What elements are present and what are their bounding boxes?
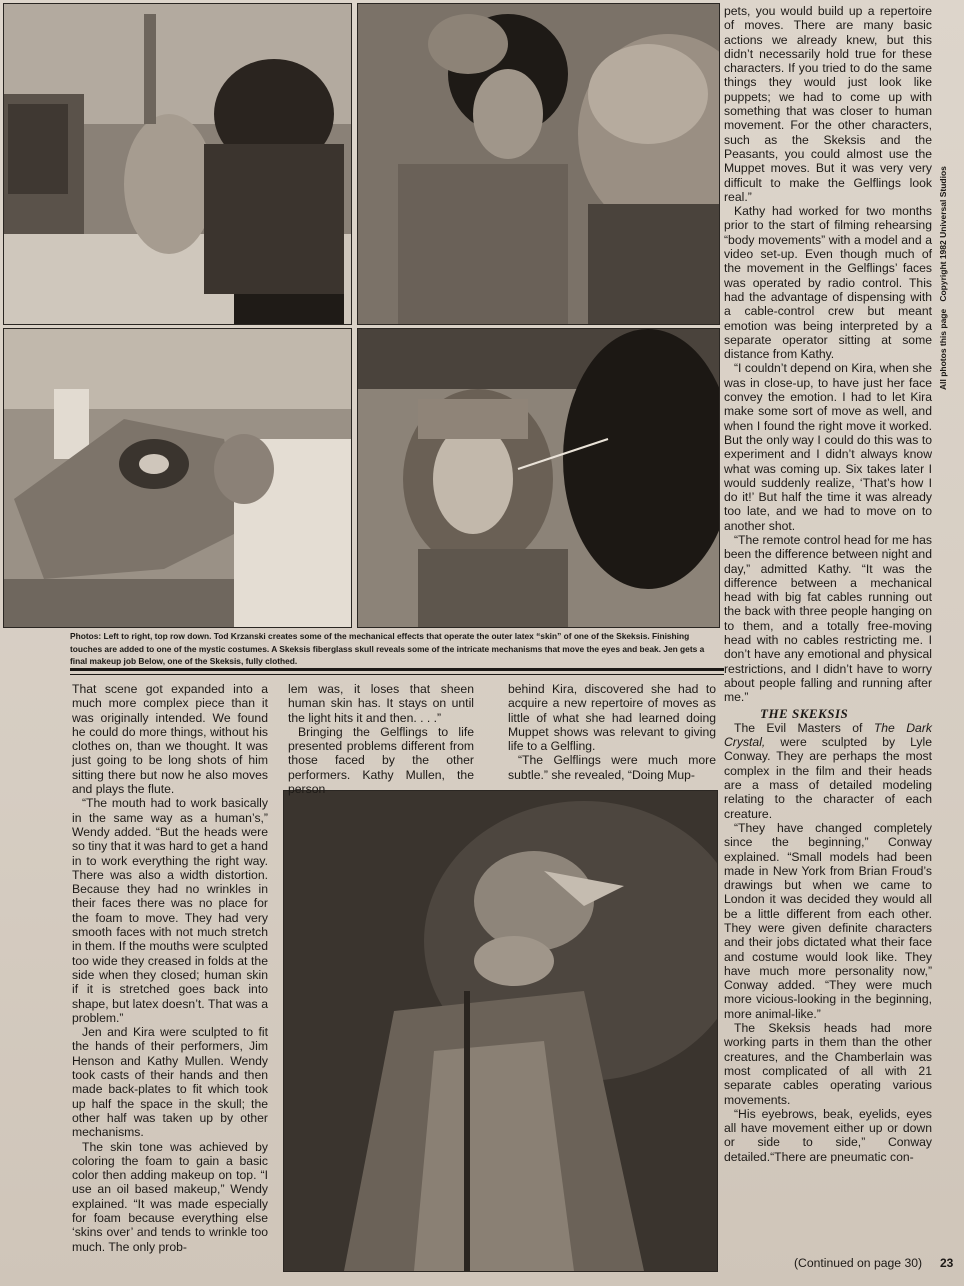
caption-rule-thin [70, 674, 724, 675]
intro-text: The Evil Masters of [734, 720, 874, 735]
paragraph: Bringing the Gelflings to life presented problems different from those faced by the other performers. Kathy Mullen, the person [288, 724, 474, 797]
continued-note: (Continued on page 30) [794, 1256, 923, 1270]
photo-jen-makeup [357, 328, 720, 628]
text-column-3 [508, 682, 716, 782]
paragraph: Kathy had worked for two months prior to the start of filming rehearsing “body movements” with a model and a video set-up. Even though much of the movement in the Gelflings’ faces was operated by radio control. This had the advantage of dispensing with a cable-control crew but meant emotion was being interpreted by a separate operator sitting at some distance from Kathy. [724, 204, 932, 362]
paragraph [724, 721, 932, 821]
paragraph: The skin tone was achieved by coloring the foam to gain a basic color then adding makeup on top. “I use an oil based makeup,” Wendy explained. “It was made especially for foam because everything else ‘skins over’ and tends to wrinkle too much. The only prob- [72, 1139, 268, 1254]
paragraph: Jen and Kira were sculpted to fit the hands of their performers, Jim Henson and Kathy Mullen. Wendy took casts of their hands and then made back-plates to fit which took up half the space in the skull; the other half was taken up by other mechanisms. [72, 1025, 268, 1140]
paragraph: “They have changed completely since the beginning,” Conway explained. “Small models had been made in New York from Brian Froud’s drawings but when we came to London it was decided they would all be a little different from each other. They were given definite characters and their jobs dictated what their face and costume would look like. They have much more personality now,” Conway added. “They were much more vicious-looking in the beginning, more animal-like.” [724, 820, 932, 1021]
paragraph: behind Kira, discovered she had to acquire a new repertoire of moves as little of what she had learned doing Muppet shows was relevant to giving life to a Gelfling. [508, 682, 716, 754]
text-column-1 [72, 682, 268, 1254]
paragraph: “His eyebrows, beak, eyelids, eyes all have movement either up or down or side to side,” Conway detailed.“There are pneumatic con- [724, 1106, 932, 1164]
photo-credit [938, 120, 948, 390]
credit-photos: All photos this page [938, 308, 948, 390]
paragraph: “The mouth had to work basically in the same way as a human’s,” Wendy added. “But the heads were so tiny that it was hard to get a hand in to work everything the right way. There was also a width distortion. Because they had no wrinkles in their faces there was no place for the foam to move. They had very smooth faces with not much stretch in them. If the mouths were sculpted too wide they creased in folds at the side when they closed; human skin if it is stretched goes back into shape, but latex doesn’t. That was a problem.” [72, 796, 268, 1025]
paragraph: pets, you would build up a repertoire of moves. There are many basic actions we already knew, but this didn’t necessarily hold true for these characters. If you tried to do the same things they would just look like puppets; we had to come up with something that was closer to human movement. For the other characters, such as the Skeksis and the Peasants, you could almost use the Muppet moves. But it was very very difficult to make the Gelflings look real.” [724, 4, 932, 204]
photo-workshop [3, 3, 352, 325]
section-heading: THE SKEKSIS [760, 705, 849, 721]
film-title: The Dark Crystal, [724, 720, 932, 750]
text-column-2 [288, 682, 474, 796]
page-number: 23 [940, 1256, 954, 1270]
photo-caption: Photos: Left to right, top row down. Tod Krzanski creates some of the mechanical effects that operate the outer latex “skin” of one of the Skeksis. Finishing touches are added to one of the mystic costumes. A Skeksis fiberglass skull reveals some of the intricate mechanisms that move the eyes and beak. Jen gets a final makeup job Below, one of the Skeksis, fully clothed. [70, 631, 705, 666]
paragraph: “I couldn’t depend on Kira, when she was in close-up, to have just her face convey the emotion. I had to let Kira make some sort of move as well, and when I found the right move it worked. But the only way I could do this was to experiment and I didn’t always know what was coming up. Six takes later I would suddenly realize, ‘That’s how I do it!’ But half the time it was already too late, and we had to move on to another shot. [724, 361, 932, 533]
photo-costume-finishing [357, 3, 720, 325]
photo-skeksis-clothed [283, 790, 718, 1272]
credit-copyright: Copyright 1982 Universal Studios [938, 166, 948, 302]
caption-rule-thick [70, 668, 724, 671]
photo-fiberglass-skull [3, 328, 352, 628]
text-column-4 [724, 4, 932, 1164]
paragraph: The Skeksis heads had more working parts in them than the other creatures, and the Chamberlain was most complicated of all with 21 separate cables operating various movements. [724, 1021, 932, 1107]
paragraph: That scene got expanded into a much more complex piece than it was originally intended. We found he could do more things, without his clothes on, than we thought. It was just going to be long shots of him sitting there but now he also moves and plays the flute. [72, 682, 268, 797]
paragraph: “The Gelflings were much more subtle.” she revealed, “Doing Mup- [508, 753, 716, 782]
paragraph: “The remote control head for me has been the difference between night and day,” admitted Kathy. “It was the difference between a mechanical head with big fat cables running out the back with three people hanging on to them, and a totally free-moving head with no cables restricting me. I don’t have any emotional and physical restrictions, and I didn’t have to worry about people falling and running after me.” [724, 532, 932, 705]
paragraph: lem was, it loses that sheen human skin has. It stays on until the light hits it and then. . . .” [288, 682, 474, 725]
intro-rest: were sculpted by Lyle Conway. They are perhaps the most complex in the film and their heads are a mass of detailed modeling relating to the character of each creature. [724, 735, 932, 821]
